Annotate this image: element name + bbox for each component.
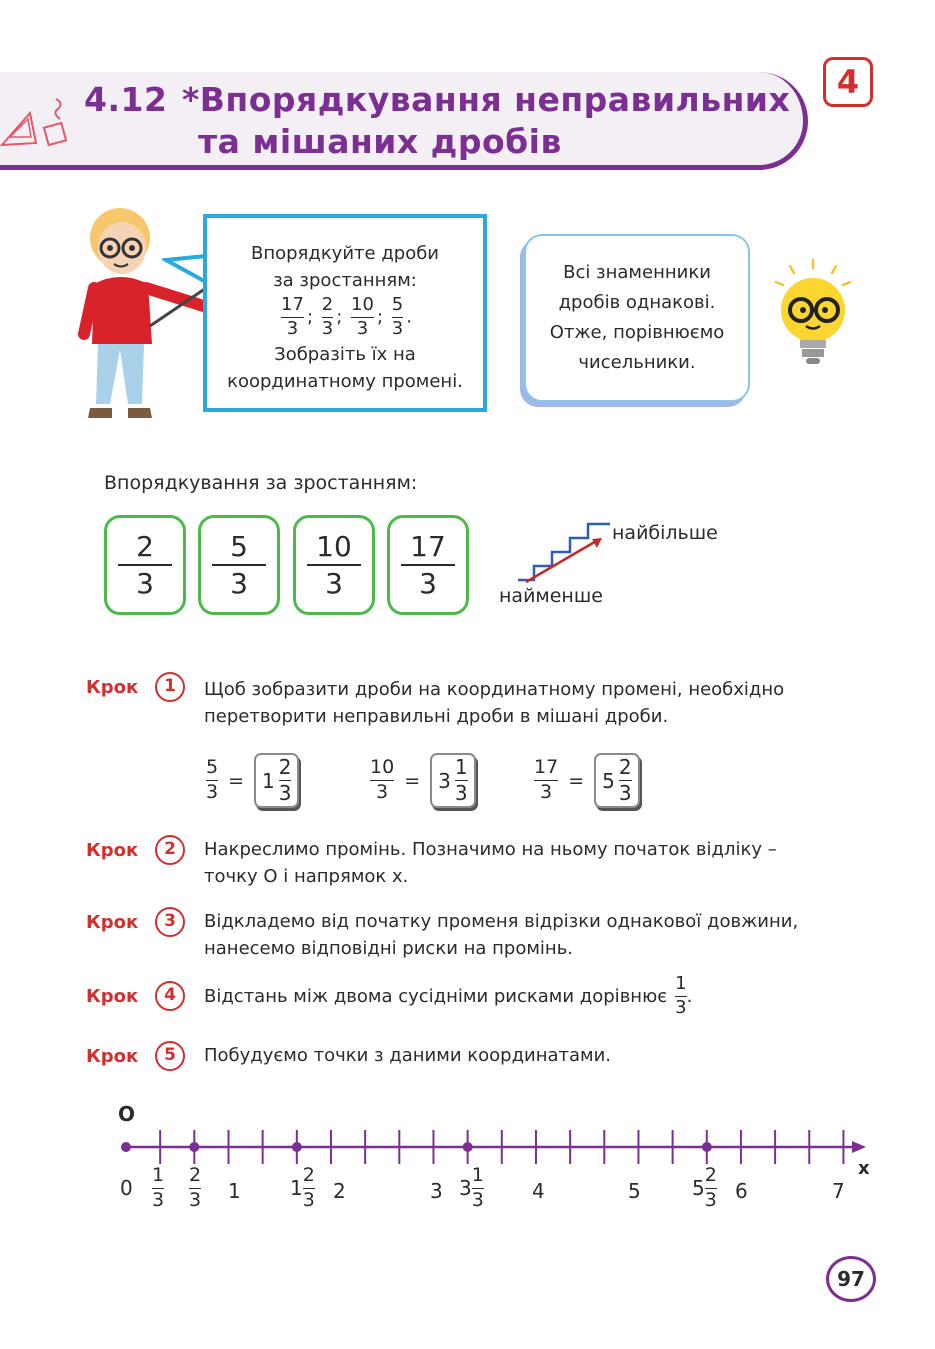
smallest-label: найменше: [499, 585, 603, 607]
tip-line3: Отже, порівнюємо: [549, 322, 725, 343]
step-line: Відкладемо від початку променя відрізки однакової довжини,: [204, 911, 799, 932]
ordered-fraction-box: [387, 515, 469, 615]
equals-sign: =: [568, 769, 585, 792]
step-number: 3: [155, 907, 185, 937]
bubble-line1: Впорядкуйте дроби: [250, 243, 439, 264]
step-text: Відстань між двома сусідніми рисками дорівнює $\frac{1}{3}$ .: [204, 973, 693, 1018]
point-marker: [702, 1142, 712, 1152]
conversion: $\frac{10}{3}$ = 3 $\frac{1}{3}$: [370, 753, 476, 808]
step-word: Крок: [86, 840, 139, 861]
step-text: [204, 1042, 894, 1069]
step-line: точку О і напрямок х.: [204, 866, 409, 887]
denominator: 3: [325, 567, 343, 600]
ordered-fraction-box: [293, 515, 375, 615]
lesson-number: 4.12: [84, 80, 168, 119]
step-text: [204, 676, 894, 730]
mixed-label: 1 $\frac{2}{3}$: [290, 1164, 315, 1211]
step-word: Крок: [86, 912, 139, 933]
step-number: 5: [155, 1041, 185, 1071]
point-marker: [189, 1142, 199, 1152]
fraction-label: $\frac{2}{3}$: [189, 1164, 202, 1211]
conversion: $\frac{17}{3}$ = 5 $\frac{2}{3}$: [534, 753, 640, 808]
geometry-icon: [0, 85, 80, 165]
step-line: Побудуємо точки з даними координатами.: [204, 1045, 612, 1066]
bubble-line2: за зростанням:: [273, 270, 417, 291]
separator: ;: [376, 306, 384, 328]
bubble-line3: Зобразіть їх на: [274, 343, 416, 365]
conversion: $\frac{5}{3}$ = 1 $\frac{2}{3}$: [206, 753, 299, 808]
equals-sign: =: [404, 769, 421, 792]
step-text: [204, 908, 894, 962]
step-word: Крок: [86, 986, 139, 1007]
tip-line1: Всі знаменники: [563, 262, 711, 283]
numerator: 2: [136, 529, 154, 563]
step-word: Крок: [86, 677, 139, 698]
step-number: 2: [155, 835, 185, 865]
origin-label: O: [118, 1102, 136, 1126]
period: .: [686, 985, 693, 1007]
point-marker: [292, 1142, 302, 1152]
tick-label: 3: [430, 1179, 443, 1203]
fraction: $\frac{5}{3}$: [391, 294, 404, 339]
page-number: 97: [826, 1256, 876, 1302]
denominator: 3: [230, 567, 248, 600]
step-line: Накреслимо промінь. Позначимо на ньому початок відліку –: [204, 839, 777, 860]
step-line: Відстань між двома сусідніми рисками дорівнює: [204, 985, 668, 1007]
step-line: Щоб зобразити дроби на координатному промені, необхідно: [204, 679, 785, 700]
axis-label: x: [858, 1158, 870, 1179]
bubble-line4: координатному промені.: [227, 370, 463, 392]
numerator: 17: [410, 529, 446, 563]
tick-label: 2: [333, 1179, 346, 1203]
lesson-title-line2: та мішаних дробів: [198, 122, 562, 161]
tick-label: 1: [228, 1179, 241, 1203]
mixed-number-box: 3 $\frac{1}{3}$: [430, 753, 475, 808]
ordered-fraction-box: [104, 515, 186, 615]
point-marker: [121, 1142, 131, 1152]
separator: ;: [336, 306, 343, 328]
fraction: $\frac{17}{3}$: [281, 294, 304, 339]
numerator: 10: [316, 529, 352, 563]
ordering-label: Впорядкування за зростанням:: [104, 472, 418, 494]
staircase-icon: [514, 518, 614, 586]
largest-label: найбільше: [612, 522, 718, 544]
mixed-number-box: 5 $\frac{2}{3}$: [594, 753, 639, 808]
chapter-badge: 4: [823, 57, 873, 107]
point-marker: [463, 1142, 473, 1152]
tip-box: [524, 234, 750, 402]
fraction: $\frac{10}{3}$: [351, 294, 374, 339]
equals-sign: =: [228, 769, 245, 792]
mixed-label: 5 $\frac{2}{3}$: [692, 1164, 717, 1211]
step-number: 1: [155, 672, 185, 702]
mixed-label: 3 $\frac{1}{3}$: [459, 1164, 484, 1211]
task-bubble: [203, 214, 487, 412]
bubble-fractions: [207, 296, 483, 339]
step-number: 4: [155, 981, 185, 1011]
mixed-number-box: 1 $\frac{2}{3}$: [254, 753, 299, 808]
fraction-label: $\frac{1}{3}$: [152, 1164, 165, 1211]
fraction: $\frac{2}{3}$: [321, 294, 334, 339]
numerator: 5: [230, 529, 248, 563]
teacher-illustration: [70, 204, 220, 429]
tick-label: 4: [532, 1179, 545, 1203]
lightbulb-icon: [770, 258, 856, 368]
lesson-title-line1: *Впорядкування неправильних: [182, 80, 791, 119]
tick-label: 7: [832, 1179, 845, 1203]
axis-arrow: [852, 1141, 866, 1153]
ordered-fraction-box: [198, 515, 280, 615]
step-line: нанесемо відповідні риски на промінь.: [204, 938, 574, 959]
denominator: 3: [419, 567, 437, 600]
tick-label: 6: [735, 1179, 748, 1203]
denominator: 3: [136, 567, 154, 600]
separator: ;: [306, 306, 314, 328]
tick-label: 0: [120, 1176, 133, 1200]
tip-line2: дробів однакові.: [558, 292, 716, 313]
step-text: [204, 836, 894, 890]
step-word: Крок: [86, 1046, 139, 1067]
step-line: перетворити неправильні дроби в мішані дроби.: [204, 706, 669, 727]
separator: .: [406, 306, 412, 328]
tip-line4: чисельники.: [578, 352, 696, 373]
tick-label: 5: [628, 1179, 641, 1203]
